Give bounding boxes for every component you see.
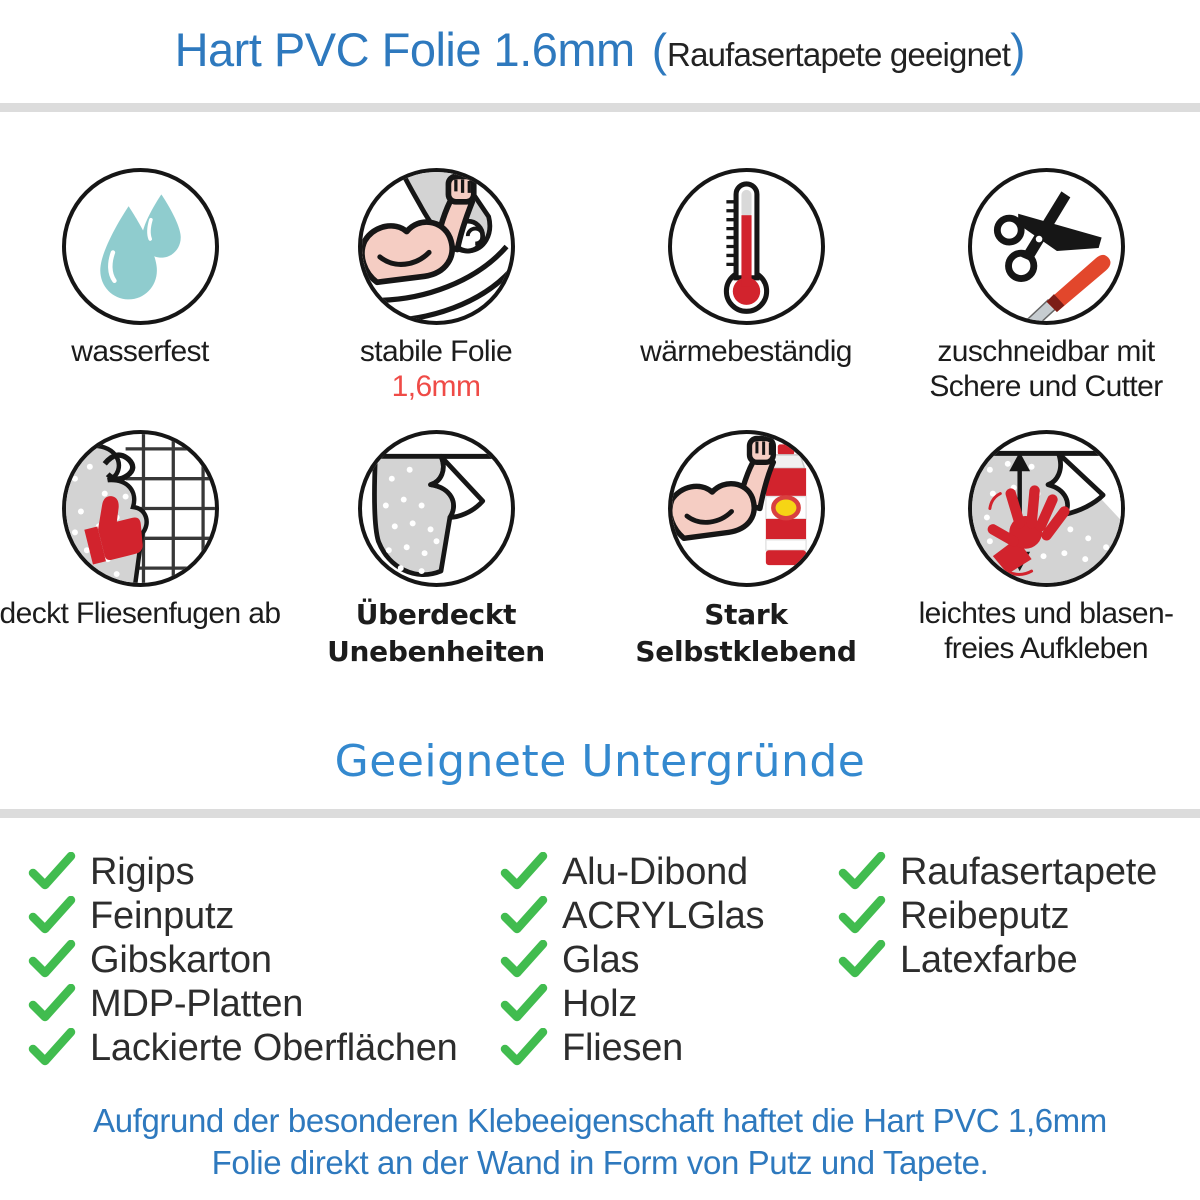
check-icon: [838, 852, 886, 892]
caption-line: Stark: [704, 598, 788, 631]
surface-label: Glas: [562, 938, 640, 981]
page-title: [0, 22, 1200, 77]
scissors-cutter-icon: [972, 172, 1121, 321]
title-space: [639, 23, 652, 76]
feature-fliesenfugen: [0, 430, 290, 631]
surface-item: [28, 850, 458, 894]
caption-line: wärmebeständig: [640, 335, 852, 368]
feature-selbstklebend: [596, 430, 896, 670]
check-icon: [28, 940, 76, 980]
check-icon: [500, 984, 548, 1024]
paren-close: ): [1010, 24, 1026, 76]
feature-caption: [0, 596, 290, 631]
caption-line: leichtes und blasen-: [918, 597, 1174, 630]
feature-unebenheiten: [286, 430, 586, 670]
surfaces-column-2: [500, 850, 764, 1070]
check-icon: [28, 852, 76, 892]
feature-wasserfest: [0, 168, 290, 369]
caption-line: stabile Folie: [359, 335, 513, 368]
thumb-up-tile-foil-icon: [66, 434, 215, 583]
feature-circle: [968, 168, 1125, 325]
surface-label: Lackierte Oberflächen: [90, 1026, 458, 1069]
surface-item: [500, 982, 764, 1026]
check-icon: [500, 896, 548, 936]
surface-label: ACRYLGlas: [562, 894, 765, 937]
foil-folded-corner-icon: [362, 434, 511, 583]
title-note: Raufasertapete geeignet: [667, 36, 1011, 73]
surface-item: [838, 894, 1157, 938]
surface-label: MDP-Platten: [90, 982, 304, 1025]
feature-caption: [286, 334, 586, 404]
feature-aufkleben: [896, 430, 1196, 666]
caption-sub-red: 1,6mm: [391, 370, 481, 403]
surface-item: [28, 894, 458, 938]
paren-open: (: [651, 24, 668, 76]
divider-bar-bottom: [0, 809, 1200, 818]
feature-circle: [358, 168, 515, 325]
muscle-glue-tube-icon: [672, 434, 821, 583]
check-icon: [28, 984, 76, 1024]
hand-smoothing-foil-icon: [972, 434, 1121, 583]
caption-line: wasserfest: [71, 335, 209, 368]
feature-circle: [668, 430, 825, 587]
footer-note: [0, 1100, 1200, 1184]
feature-caption: [596, 334, 896, 369]
feature-circle: [62, 430, 219, 587]
caption-line: Schere und Cutter: [929, 370, 1163, 403]
check-icon: [28, 1028, 76, 1068]
footer-line: Folie direkt an der Wand in Form von Putz und Tapete.: [211, 1144, 989, 1181]
feature-zuschneidbar: [896, 168, 1196, 404]
surfaces-column-3: [838, 850, 1157, 982]
surface-label: Reibeputz: [900, 894, 1070, 937]
caption-line: Unebenheiten: [327, 635, 545, 668]
caption-line: deckt Fliesenfugen ab: [0, 597, 281, 630]
feature-grid: [0, 168, 1200, 698]
surface-label: Fliesen: [562, 1026, 684, 1069]
surface-label: Rigips: [90, 850, 195, 893]
check-icon: [838, 896, 886, 936]
title-main: Hart PVC Folie 1.6mm: [174, 23, 635, 76]
check-icon: [500, 940, 548, 980]
feature-caption: [896, 334, 1196, 404]
feature-waermebestaendig: [596, 168, 896, 369]
surface-item: [500, 894, 764, 938]
check-icon: [500, 852, 548, 892]
thermometer-icon: [672, 172, 821, 321]
surface-label: Gibskarton: [90, 938, 272, 981]
feature-caption: [896, 596, 1196, 666]
water-drops-icon: [66, 172, 215, 321]
surface-item: [500, 938, 764, 982]
caption-line: zuschneidbar mit: [937, 335, 1155, 368]
feature-circle: [62, 168, 219, 325]
surface-label: Alu-Dibond: [562, 850, 748, 893]
feature-caption: [596, 596, 896, 670]
surface-item: [500, 850, 764, 894]
surfaces-column-1: [28, 850, 458, 1070]
feature-circle: [358, 430, 515, 587]
surface-item: [500, 1026, 764, 1070]
surface-item: [838, 938, 1157, 982]
surface-label: Feinputz: [90, 894, 235, 937]
surface-label: Latexfarbe: [900, 938, 1078, 981]
feature-circle: [968, 430, 1125, 587]
feature-caption: [286, 596, 586, 670]
caption-line: Selbstklebend: [635, 635, 857, 668]
divider-bar-top: [0, 103, 1200, 112]
surface-label: Holz: [562, 982, 638, 1025]
feature-caption: [0, 334, 290, 369]
check-icon: [500, 1028, 548, 1068]
section-title: Geeignete Untergründe: [334, 736, 866, 787]
feature-circle: [668, 168, 825, 325]
caption-line: Überdeckt: [355, 598, 517, 631]
feature-stabile-folie: [286, 168, 586, 404]
footer-line: Aufgrund der besonderen Klebeeigenschaft haftet die Hart PVC 1,6mm: [93, 1102, 1107, 1139]
surface-item: [28, 982, 458, 1026]
surface-item: [838, 850, 1157, 894]
muscle-foil-roll-icon: [362, 172, 511, 321]
check-icon: [838, 940, 886, 980]
surface-item: [28, 1026, 458, 1070]
caption-line: freies Aufkleben: [944, 632, 1148, 665]
check-icon: [28, 896, 76, 936]
surface-label: Raufasertapete: [900, 850, 1158, 893]
surface-item: [28, 938, 458, 982]
